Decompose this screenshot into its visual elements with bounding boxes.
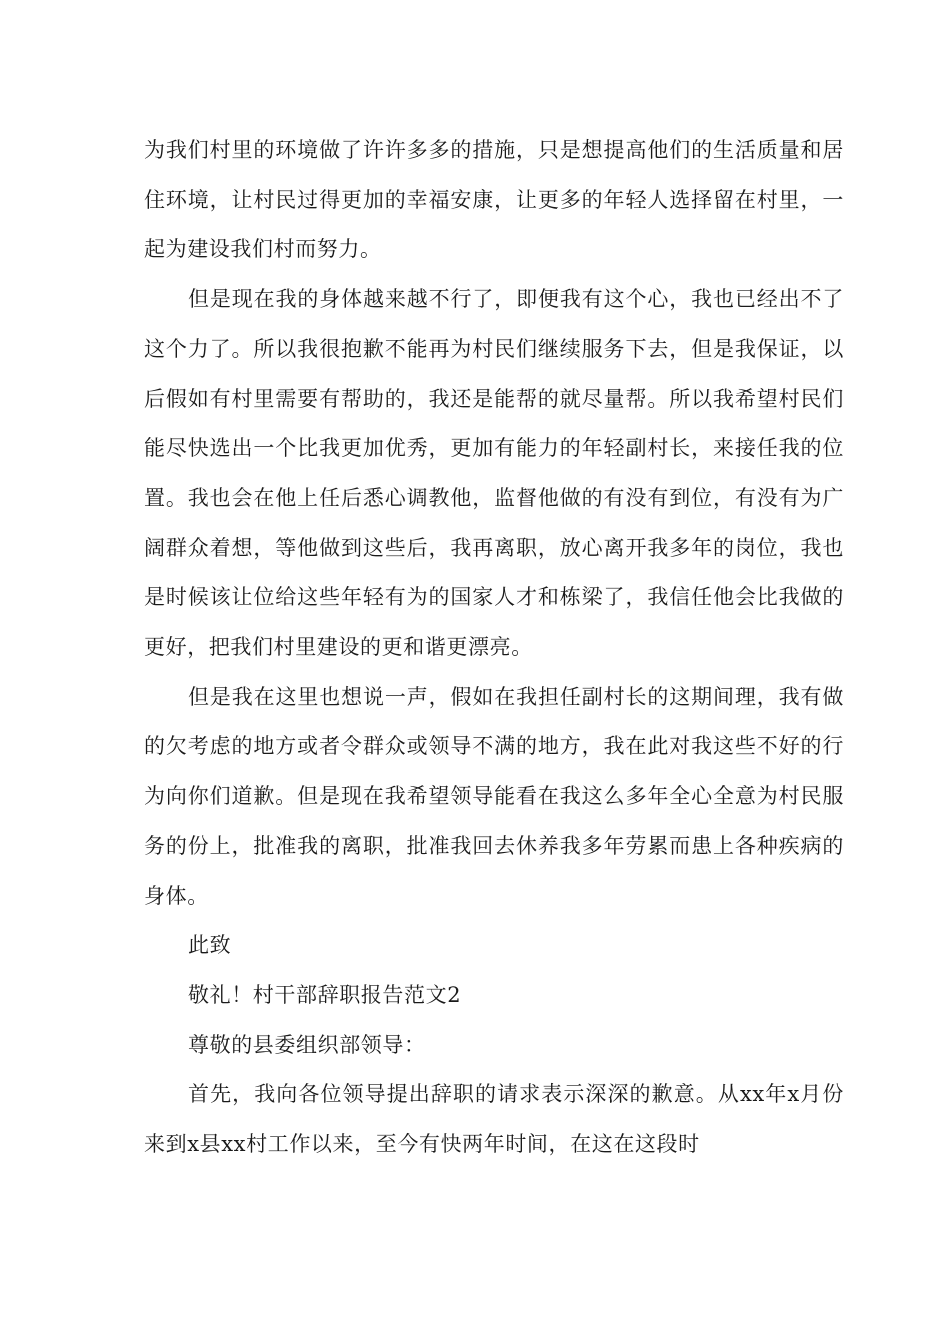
paragraph-1: 为我们村里的环境做了许许多多的措施，只是想提高他们的生活质量和居住环境，让村民过得更加的幸福安康，让更多的年轻人选择留在村里，一起为建设我们村而努力。	[144, 138, 844, 262]
paragraph-2: 但是现在我的身体越来越不行了，即便我有这个心，我也已经出不了这个力了。所以我很抱歉不能再为村民们继续服务下去，但是我保证，以后假如有村里需要有帮助的，我还是能帮的就尽量帮。所以我希望村民们能尽快选出一个比我更加优秀，更加有能力的年轻副村长，来接任我的位置。我也会在他上任后悉心调教他，监督他做的有没有到位，有没有为广阔群众着想，等他做到这些后，我再离职，放心离开我多年的岗位，我也是时候该让位给这些年轻有为的国家人才和栋梁了，我信任他会比我做的更好，把我们村里建设的更和谐更漂亮。	[144, 287, 844, 660]
closing-regards-and-title: 敬礼！村干部辞职报告范文2	[188, 982, 462, 1007]
paragraph-opening: 首先，我向各位领导提出辞职的请求表示深深的歉意。从xx年x月份来到x县xx村工作以来，至今有快两年时间，在这在这段时	[144, 1082, 844, 1157]
paragraph-3: 但是我在这里也想说一声，假如在我担任副村长的这期间理，我有做的欠考虑的地方或者令群众或领导不满的地方，我在此对我这些不好的行为向你们道歉。但是现在我希望领导能看在我这么多年全心全意为村民服务的份上，批准我的离职，批准我回去休养我多年劳累而患上各种疾病的身体。	[144, 684, 844, 908]
closing-salutation: 此致	[188, 933, 232, 958]
document-body	[144, 126, 844, 1170]
letter-greeting: 尊敬的县委组织部领导：	[188, 1032, 426, 1057]
